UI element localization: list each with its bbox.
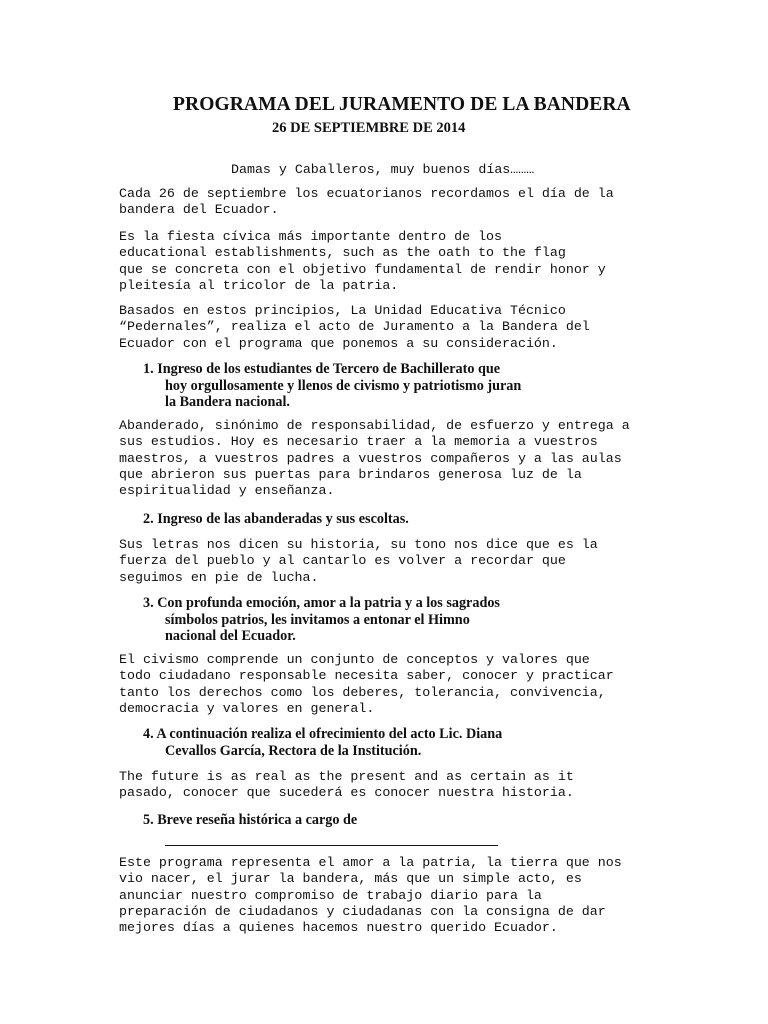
program-item-text: símbolos patrios, les invitamos a entonar el Himno [165, 611, 470, 628]
greeting-text: Damas y Caballeros, muy buenos días……… [231, 162, 535, 177]
paragraph: El civismo comprende un conjunto de conceptos y valores que todo ciudadano responsable necesita saber, conocer y practicar tanto los derechos como los deberes, tolerancia, convivencia, democracia y valores en general. [119, 652, 614, 716]
paragraph: Abanderado, sinónimo de responsabilidad, de esfuerzo y entrega a sus estudios. Hoy es necesario traer a la memoria a vuestros maestros, a vuestros padres a vuestros compañeros y a las aulas que abrieron sus puertas para brindaros generosa luz de la espiritualidad y enseñanza. [119, 418, 630, 499]
document-title: PROGRAMA DEL JURAMENTO DE LA BANDERA [173, 94, 631, 115]
paragraph: Este programa representa el amor a la patria, la tierra que nos vio nacer, el jurar la bandera, más que un simple acto, es anunciar nuestro compromiso de trabajo diario para la preparación de ciudadanos y ciudadanas con la consigna de dar mejores días a quienes hacemos nuestro querido Ecuador. [119, 855, 622, 936]
paragraph: Sus letras nos dicen su historia, su tono nos dice que es la fuerza del pueblo y al cantarlo es volver a recordar que seguimos en pie de lucha. [119, 537, 598, 585]
paragraph: Cada 26 de septiembre los ecuatorianos recordamos el día de la bandera del Ecuador. [119, 186, 614, 218]
program-item-text: hoy orgullosamente y llenos de civismo y patriotismo juran [165, 377, 522, 394]
program-item-text: 2. Ingreso de las abanderadas y sus escoltas. [143, 511, 409, 527]
program-item-text: 1. Ingreso de los estudiantes de Tercero de Bachillerato que [143, 361, 501, 377]
document-date: 26 DE SEPTIEMBRE DE 2014 [272, 120, 466, 136]
program-item-text: Cevallos García, Rectora de la Institución. [165, 742, 422, 759]
program-item-text: 5. Breve reseña histórica a cargo de [143, 812, 358, 828]
program-item [143, 511, 409, 528]
program-item-text: 3. Con profunda emoción, amor a la patria y a los sagrados [143, 595, 500, 611]
program-item-text: la Bandera nacional. [165, 394, 290, 410]
fill-in-blank-line [165, 845, 498, 846]
paragraph: Basados en estos principios, La Unidad Educativa Técnico “Pedernales”, realiza el acto de Juramento a la Bandera del Ecuador con el programa que ponemos a su consideración. [119, 303, 590, 351]
paragraph: The future is as real as the present and as certain as it pasado, conocer que sucederá es conocer nuestra historia. [119, 769, 574, 801]
program-item [143, 361, 521, 411]
program-item-text: 4. A continuación realiza el ofrecimiento del acto Lic. Diana [143, 726, 503, 742]
program-item [143, 726, 502, 759]
paragraph: Es la fiesta cívica más importante dentro de los educational establishments, such as the oath to the flag que se concreta con el objetivo fundamental de rendir honor y pleitesía al tricolor de la patria. [119, 229, 606, 293]
program-item [143, 812, 357, 829]
program-item-text: nacional del Ecuador. [165, 628, 296, 644]
program-item [143, 595, 500, 645]
